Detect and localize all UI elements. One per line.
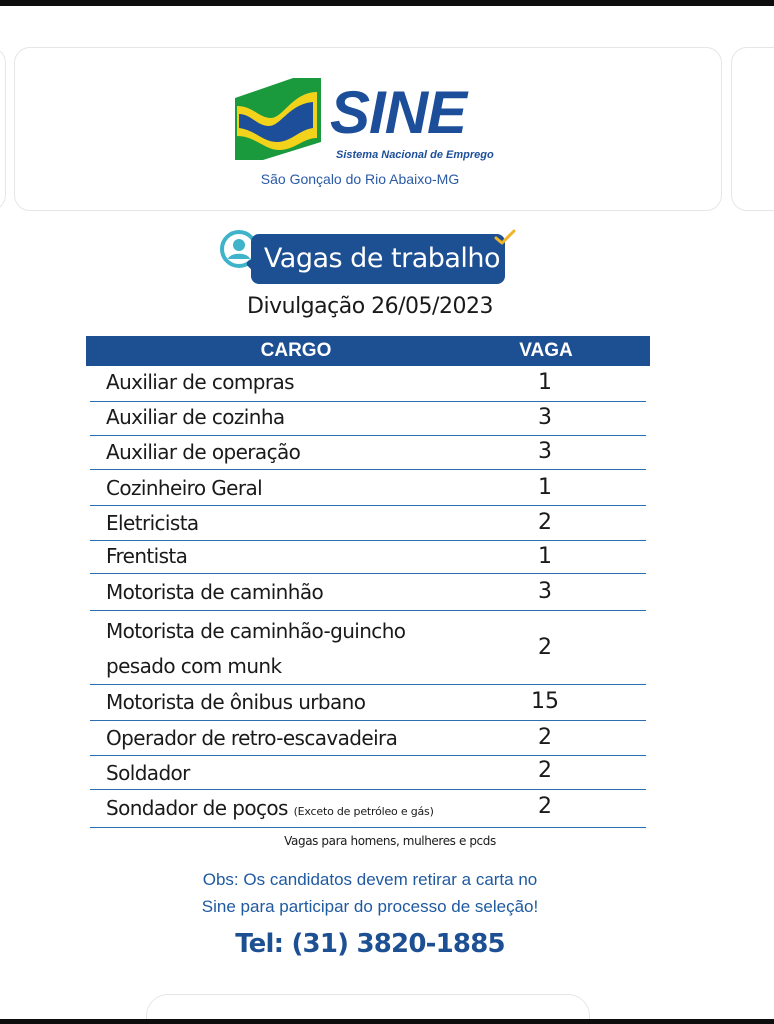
job-openings: 2 <box>538 725 552 750</box>
column-header-cargo: CARGO <box>260 340 332 361</box>
table-row <box>90 541 646 574</box>
job-title: Cozinheiro Geral <box>106 476 263 500</box>
job-openings: 2 <box>538 794 552 819</box>
table-row <box>90 756 646 790</box>
job-title: Motorista de ônibus urbano <box>106 690 366 714</box>
table-row <box>90 685 646 721</box>
job-openings: 1 <box>538 475 552 500</box>
observation-text <box>120 866 620 920</box>
publication-date: Divulgação 26/05/2023 <box>247 294 493 319</box>
job-openings: 1 <box>538 544 552 569</box>
table-row <box>90 470 646 506</box>
job-title: Frentista <box>106 544 188 568</box>
observation-line-1: Obs: Os candidatos devem retirar a carta no <box>202 870 538 889</box>
jobs-title-badge: Vagas de trabalho <box>251 234 505 284</box>
logo-subtitle: Sistema Nacional de Emprego <box>336 149 494 161</box>
job-title: Auxiliar de compras <box>106 370 294 394</box>
table-row <box>90 366 646 402</box>
job-title: Soldador <box>106 761 190 785</box>
job-openings: 2 <box>538 510 552 535</box>
table-row <box>90 721 646 756</box>
phone-number: Tel: (31) 3820-1885 <box>235 929 505 959</box>
table-row <box>90 506 646 541</box>
job-openings: 3 <box>538 405 552 430</box>
next-card-edge <box>731 47 774 211</box>
city-name: São Gonçalo do Rio Abaixo-MG <box>260 171 460 187</box>
job-title: Auxiliar de cozinha <box>106 405 285 429</box>
job-openings: 3 <box>538 439 552 464</box>
table-row <box>90 611 646 685</box>
observation-line-2: Sine para participar do processo de seleção! <box>201 897 539 916</box>
previous-card-edge <box>0 47 6 211</box>
table-row <box>90 402 646 436</box>
audience-note: Vagas para homens, mulheres e pcds <box>284 834 496 848</box>
job-openings: 2 <box>538 635 552 660</box>
job-title: Operador de retro-escavadeira <box>106 726 398 750</box>
table-row <box>90 574 646 611</box>
table-header <box>86 336 650 366</box>
job-title <box>106 796 434 820</box>
job-openings: 2 <box>538 758 552 783</box>
job-title-text: Sondador de poços <box>106 796 288 820</box>
table-row <box>90 436 646 470</box>
job-openings: 3 <box>538 579 552 604</box>
job-title: Motorista de caminhão <box>106 580 324 604</box>
checkmark-icon <box>494 228 516 248</box>
job-title: Motorista de caminhão-guincho <box>106 619 406 643</box>
job-title: Auxiliar de operação <box>106 440 301 464</box>
table-row <box>90 790 646 828</box>
top-status-bar <box>0 0 774 6</box>
column-header-vaga: VAGA <box>519 340 573 361</box>
job-openings: 1 <box>538 370 552 395</box>
job-openings: 15 <box>531 689 559 714</box>
job-title-note: (Exceto de petróleo e gás) <box>293 805 434 818</box>
job-title: Eletricista <box>106 511 199 535</box>
job-title-line2: pesado com munk <box>106 654 282 678</box>
logo-wordmark: SINE <box>330 79 467 146</box>
bottom-navigation-bar <box>0 1019 774 1024</box>
